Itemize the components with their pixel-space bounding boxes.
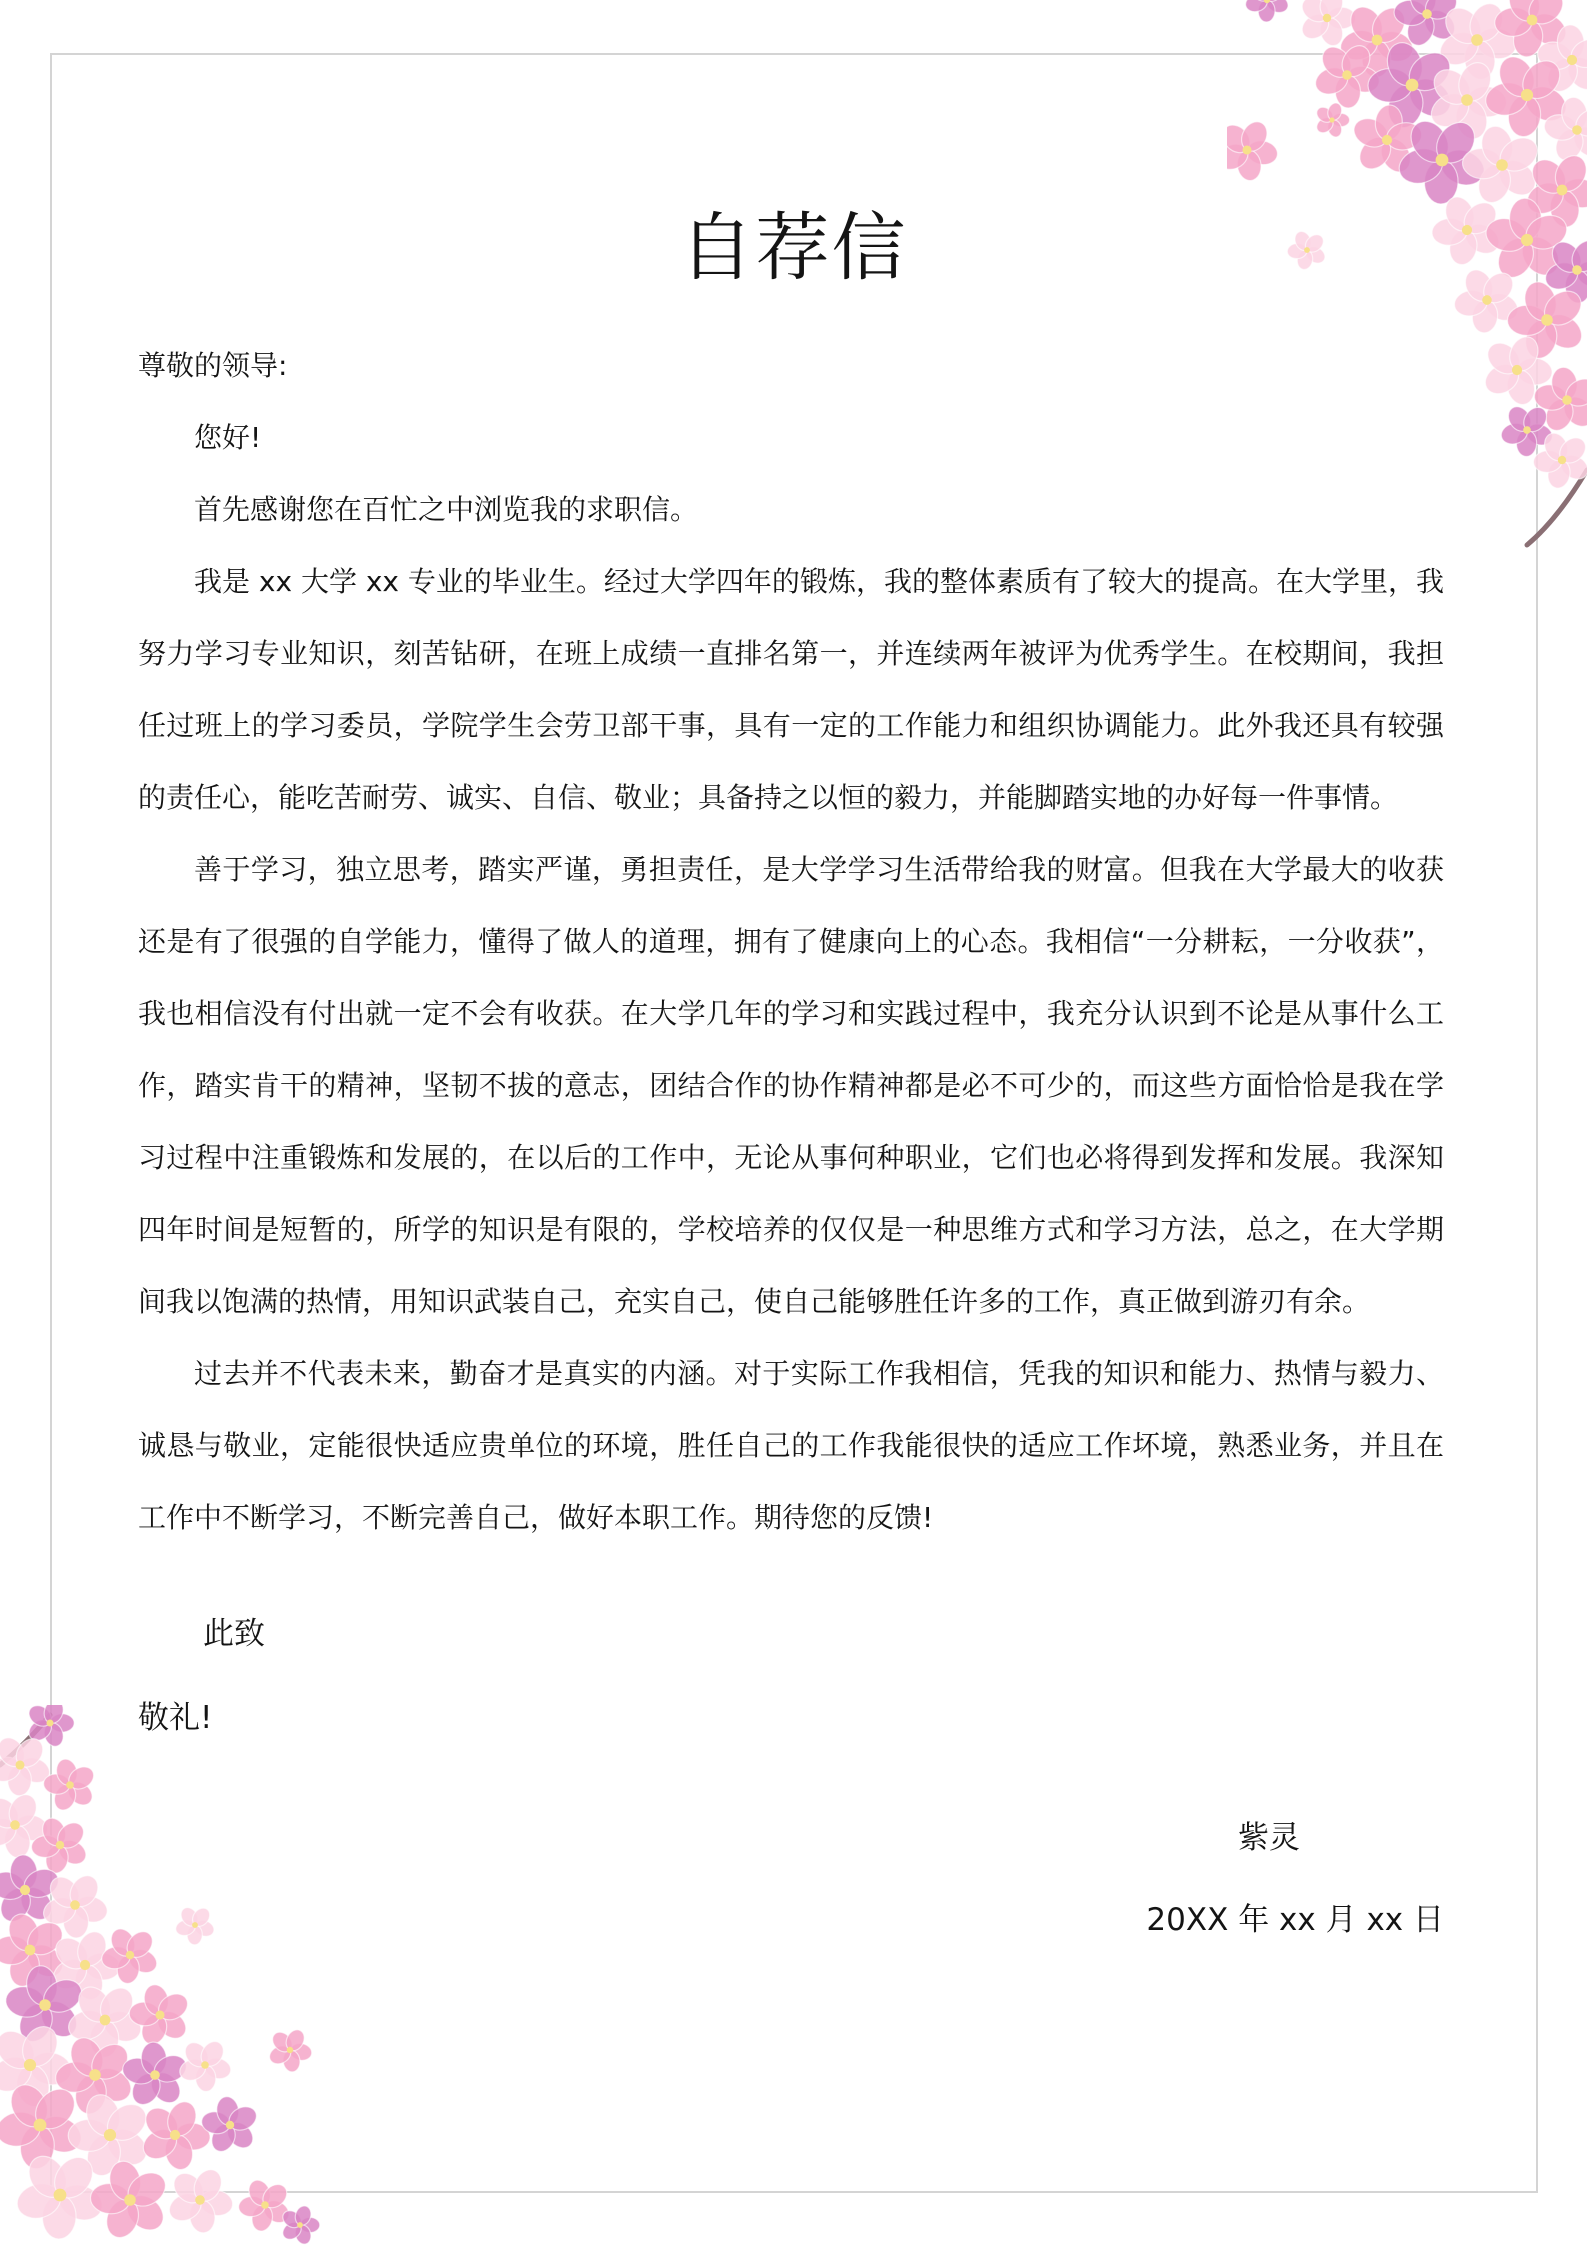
closing-line-1: 此致 xyxy=(203,1616,265,1652)
body-paragraph-4: 过去并不代表未来，勤奋才是真实的内涵。对于实际工作我相信，凭我的知识和能力、热情与毅力、诚恳与敬业，定能很快适应贵单位的环境，胜任自己的工作我能很快的适应工作坏境，熟悉业务，并且在工作中不断学习，不断完善自己，做好本职工作。期待您的反馈! xyxy=(138,1357,1444,1534)
blossom-flower xyxy=(1297,0,1355,49)
signature: 紫灵 xyxy=(1238,1820,1300,1856)
blossom-flower xyxy=(280,2204,320,2245)
blossom-branch xyxy=(0,1715,50,1765)
blossom-flower xyxy=(0,1784,54,1865)
body-paragraph-3: 善于学习，独立思考，踏实严谨，勇担责任，是大学学习生活带给我的财富。但我在大学最大的收获还是有了很强的自学能力，懂得了做人的道理，拥有了健康向上的心态。我相信“一分耕耘，一分收获”，我也相信没有付出就一定不会有收获。在大学几年的学习和实践过程中，我充分认识到不论是从事什么工作，踏实肯干的精神，坚韧不拔的意志，团结合作的协作精神都是必不可少的，而这些方面恰恰是我在学习过程中注重锻炼和发展的，在以后的工作中，无论从事何种职业，它们也必将得到发挥和发展。我深知四年时间是短暂的，所学的知识是有限的，学校培养的仅仅是一种思维方式和学习方法，总之，在大学期间我以饱满的热情，用知识武装自己，充实自己，使自己能够胜任许多的工作，真正做到游刃有余。 xyxy=(138,853,1444,1318)
letter-date: 20XX 年 xx 月 xx 日 xyxy=(1146,1902,1444,1938)
salutation: 尊敬的领导: xyxy=(138,349,288,382)
letter-body xyxy=(138,330,1444,1554)
blossom-flower xyxy=(1238,0,1296,30)
body-paragraph-2: 我是 xx 大学 xx 专业的毕业生。经过大学四年的锻炼，我的整体素质有了较大的提高。在大学里，我努力学习专业知识，刻苦钻研，在班上成绩一直排名第一，并连续两年被评为优秀学生。在校期间，我担任过班上的学习委员，学院学生会劳卫部干事，具有一定的工作能力和组织协调能力。此外我还具有较强的责任心，能吃苦耐劳、诚实、自信、敬业；具备持之以恒的毅力，并能脚踏实地的办好每一件事情。 xyxy=(138,565,1444,814)
body-paragraph-1: 首先感谢您在百忙之中浏览我的求职信。 xyxy=(194,493,699,526)
closing-line-2: 敬礼! xyxy=(138,1700,213,1736)
letter-title: 自荐信 xyxy=(679,205,908,291)
greeting: 您好! xyxy=(194,421,262,454)
